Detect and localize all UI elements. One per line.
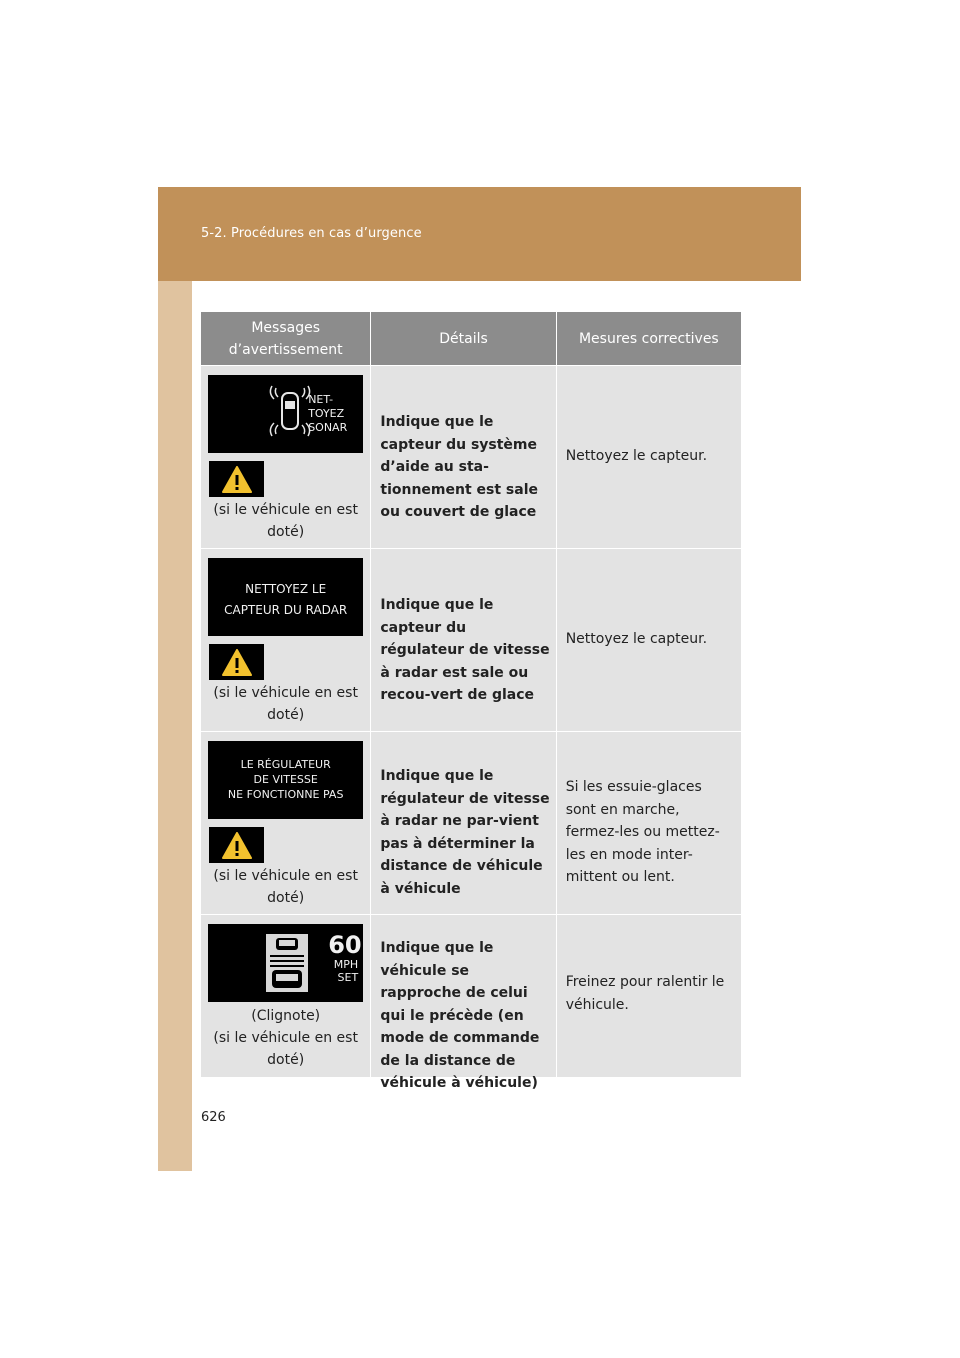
display-line: TOYEZ xyxy=(308,407,345,420)
col-header-actions: Mesures correctives xyxy=(556,312,741,365)
side-strip xyxy=(158,281,192,1171)
action-cell xyxy=(556,549,741,731)
display-line: NE FONCTIONNE PAS xyxy=(227,788,344,801)
details-cell xyxy=(370,915,555,1091)
action-cell xyxy=(556,915,741,1077)
display-screen xyxy=(208,924,363,1002)
table-header xyxy=(201,312,741,365)
table-row xyxy=(201,548,741,731)
equipment-note: (si le véhicule en est doté) xyxy=(213,685,358,723)
action-text: Nettoyez le capteur. xyxy=(565,631,708,647)
page-number: 626 xyxy=(201,1110,226,1125)
section-title: 5-2. Procédures en cas d’urgence xyxy=(201,226,422,241)
details-cell xyxy=(370,366,555,548)
warning-table xyxy=(201,312,741,1091)
display-unit: MPH xyxy=(333,958,359,971)
equipment-note: (si le véhicule en est doté) xyxy=(213,868,358,906)
display-line: SONAR xyxy=(308,421,348,434)
display-line: LE RÉGULATEUR xyxy=(240,758,331,771)
action-text: Freinez pour ralentir le véhicule. xyxy=(565,974,725,1013)
action-cell xyxy=(556,366,741,548)
warning-triangle-icon xyxy=(222,832,252,859)
details-text: Indique que le véhicule se rapproche de celui qui le précède (en mode de commande de la distance de véhicule à véhicule) xyxy=(380,940,540,1091)
details-text: Indique que le capteur du système d’aide au sta-tionnement est sale ou couvert de glace xyxy=(380,414,538,520)
table-row xyxy=(201,365,741,548)
display-screen xyxy=(208,558,363,636)
col-header-messages: Messages d’avertissement xyxy=(228,319,343,358)
display-line: CAPTEUR DU RADAR xyxy=(224,603,348,617)
warning-triangle-icon xyxy=(222,466,252,493)
display-screen xyxy=(208,741,363,819)
action-text: Nettoyez le capteur. xyxy=(565,448,708,464)
display-line: NETTOYEZ LE xyxy=(245,582,327,596)
table-row xyxy=(201,914,741,1091)
equipment-note: (si le véhicule en est doté) xyxy=(213,1030,358,1068)
display-line: DE VITESSE xyxy=(253,773,318,786)
col-header-details: Détails xyxy=(370,312,555,365)
message-cell xyxy=(201,732,370,914)
details-text: Indique que le capteur du régulateur de vitesse à radar est sale ou recou-vert de glace xyxy=(380,597,550,703)
equipment-note: (si le véhicule en est doté) xyxy=(213,502,358,540)
action-cell xyxy=(556,732,741,914)
action-text: Si les essuie-glaces sont en marche, fermez-les ou mettez-les en mode inter-mittent ou lent. xyxy=(565,779,720,885)
flash-note: (Clignote) xyxy=(251,1008,321,1024)
message-cell xyxy=(201,915,370,1077)
display-set: SET xyxy=(337,971,359,984)
warning-light xyxy=(209,827,264,863)
warning-triangle-icon xyxy=(222,649,252,676)
display-speed: 60 xyxy=(328,931,362,959)
display-screen xyxy=(208,375,363,453)
details-cell xyxy=(370,732,555,914)
message-cell xyxy=(201,366,370,548)
details-text: Indique que le régulateur de vitesse à radar ne par-vient pas à déterminer la distance de véhicule à véhicule xyxy=(380,768,550,897)
display-line: NET- xyxy=(308,393,334,406)
details-cell xyxy=(370,549,555,731)
warning-light xyxy=(209,461,264,497)
warning-light xyxy=(209,644,264,680)
message-cell xyxy=(201,549,370,731)
table-row xyxy=(201,731,741,914)
